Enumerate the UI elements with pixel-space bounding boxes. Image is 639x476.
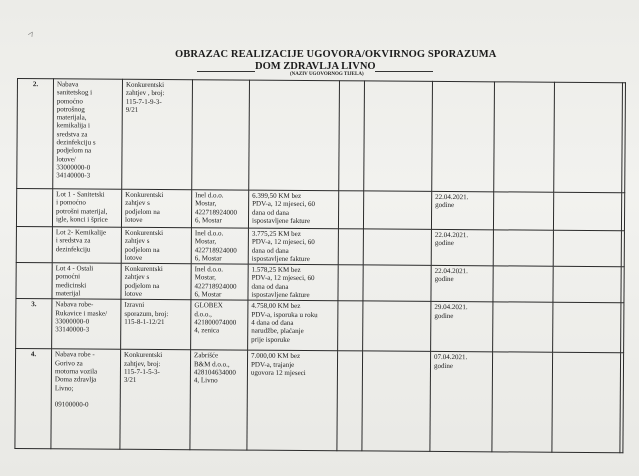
empty-cell [554,82,623,192]
amount-cell: 1.578,25 KM bez PDV-a, 12 mjeseci, 60 dana od dana ispostavljene fakture [248,264,338,301]
empty-cell [553,192,621,230]
form-title: OBRAZAC REALIZACIJE UGOVORA/OKVIRNOG SPORAZUMA [175,49,497,60]
amount-cell [249,80,340,191]
empty-cell [494,82,555,192]
empty-cell [621,267,624,303]
empty-cell [621,193,624,231]
pen-mark: ˄ [25,28,37,41]
table-row [16,189,624,231]
empty-cell [492,352,553,452]
empty-cell [621,303,624,353]
table-row [17,79,626,193]
institution-label: (NAZIV UGOVORNOG TIJELA) [290,72,364,77]
subject-cell: Nabava sanitetskog i pomoćno potrošnog materijala, kemikalija i sredstva za dezinfekciju s podjelom na lotove/ 33000000-0 34140000-3 [53,79,123,189]
amount-cell: 4.758,00 KM bez PDV-a, isporuka u roku 4 dana od dana narudžbe, plaćanje prije isporuke [248,300,338,351]
supplier-cell [192,80,250,190]
supplier-cell: Zabrišće B&M d.o.o., 428104634000 4, Livno [190,350,248,450]
empty-cell [493,230,553,267]
date-cell: 22.04.2021. godine [431,229,493,266]
date-cell: 22.04.2021. godine [431,266,493,303]
row-number [16,226,52,262]
empty-cell [338,229,363,265]
table-row [16,226,624,266]
subtitle-rule-left [197,71,255,72]
empty-cell [552,353,621,453]
row-number [16,263,52,299]
procedure-cell: Konkurentski zahtjev s podjelom na lotove [121,227,191,264]
subject-cell: Lot 2- Kemikalije i sredstva za dezinfekciju [52,227,121,264]
empty-cell [622,83,626,193]
empty-cell [339,81,365,191]
table-row [16,299,624,353]
procedure-cell: Konkurentski zahtjev s podjelom na lotove [121,189,191,227]
row-number: 2. [17,79,54,189]
procedure-cell: Konkurentski zahtjev s podjelom na lotove [121,263,191,300]
amount-cell: 3.775,25 KM bez PDV-a, 12 mjeseci, 60 dana od dana ispostavljene fakture [248,228,338,265]
row-number [16,189,52,227]
subject-cell: Lot 4 - Ostali pomoćni medicinski materijal [52,263,121,300]
contracts-table [14,78,626,454]
date-cell: 07.04.2021. godine [430,352,493,452]
empty-cell [493,266,553,303]
empty-cell [363,301,431,351]
subject-cell: Nabava robe- Rukavice i maske/ 33000000-0 33140000-3 [52,299,121,349]
empty-cell [621,231,624,267]
empty-cell [363,229,431,266]
empty-cell [338,301,363,351]
procedure-cell: Konkurentski zahtjev, broj: 115-7-1-5-3- 3/21 [120,350,191,450]
empty-cell [620,353,624,453]
empty-cell [337,351,363,451]
subtitle-rule-right [375,71,433,72]
row-number: 3. [16,299,52,349]
amount-cell: 6.399,50 KM bez PDV-a, 12 mjeseci, 60 dana od dana ispostavljene fakture [248,190,338,229]
subject-cell: Nabava robe - Gorivo za motorna vozila Doma zdravlja Livno; 09100000-0 [51,349,121,449]
empty-cell [553,230,621,267]
empty-cell [553,266,621,303]
table-row [15,349,624,453]
row-number: 4. [15,349,52,449]
subject-cell: Lot 1 - Sanitetski i pomoćno potrošni materijal, igle, konci i šprice [52,189,121,227]
procedure-cell: Konkurentski zahtjev , broj: 115-7-1-9-3- 9/21 [122,79,193,189]
supplier-cell: GLOBEX d.o.o., 421800074000 4, zenica [191,300,248,350]
date-cell: 29.04.2021. godine [431,302,493,352]
date-cell [432,81,495,191]
empty-cell [364,81,433,191]
empty-cell [363,265,431,302]
institution-name: DOM ZDRAVLJA LIVNO [255,61,376,72]
empty-cell [338,265,363,301]
date-cell: 22.04.2021. godine [431,191,493,229]
supplier-cell: Inel d.o.o. Mostar, 422718924000 6, Mostar [191,228,248,265]
empty-cell [362,351,431,451]
empty-cell [493,302,553,352]
empty-cell [493,192,553,230]
empty-cell [338,191,363,229]
supplier-cell: Inel d.o.o. Mostar, 422718924000 6, Mostar [191,264,248,301]
empty-cell [553,303,621,353]
supplier-cell: Inel d.o.o. Mostar, 422718924000 6, Mostar [191,190,248,228]
amount-cell: 7.000,00 KM bez PDV-a, trajanje ugovora 12 mjeseci [247,350,338,451]
table-row [16,263,624,303]
procedure-cell: Izravni sporazum, broj: 115-8-1-12/21 [121,300,191,350]
empty-cell [363,191,431,229]
